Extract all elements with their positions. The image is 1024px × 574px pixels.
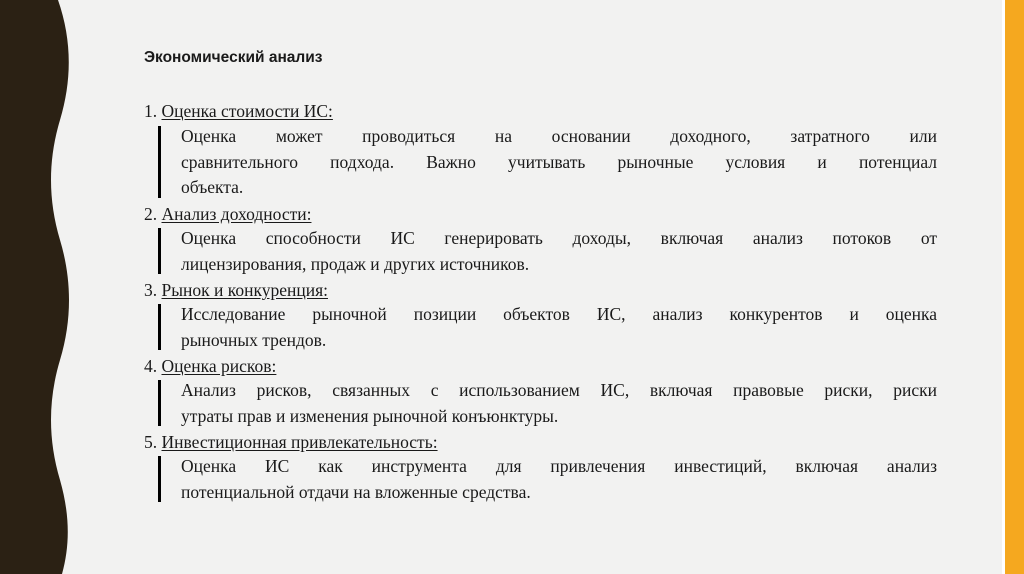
item-description-2 [181, 226, 937, 277]
item-heading-2 [144, 203, 311, 225]
item-heading-label: Рынок и конкуренция: [161, 280, 328, 300]
item-description-5 [181, 454, 937, 505]
item-number: 3. [144, 280, 158, 300]
description-line: Оценка ИС как инструмента для привлечения инвестиций, включая анализ [181, 456, 937, 476]
decorative-wavy-band [0, 0, 80, 574]
description-line: Оценка может проводиться на основании доходного, затратного или [181, 126, 937, 146]
item-heading-label: Анализ доходности: [161, 204, 312, 224]
wavy-band-shape [0, 0, 69, 574]
item-indent-bar [158, 304, 161, 350]
item-heading-label: Оценка рисков: [161, 356, 277, 376]
item-heading-label: Инвестиционная привлекательность: [161, 432, 438, 452]
item-number: 4. [144, 356, 158, 376]
description-line: лицензирования, продаж и других источников. [181, 253, 530, 274]
description-line: утраты прав и изменения рыночной конъюнктуры. [181, 405, 559, 426]
description-line: сравнительного подхода. Важно учитывать рыночные условия и потенциал [181, 151, 937, 172]
description-line: объекта. [181, 177, 244, 197]
item-heading-1 [144, 100, 333, 122]
item-number: 2. [144, 204, 158, 224]
item-indent-bar [158, 380, 161, 426]
item-indent-bar [158, 228, 161, 274]
accent-bar [1005, 0, 1024, 574]
item-description-3 [181, 302, 937, 353]
slide-title: Экономический анализ [144, 49, 323, 66]
item-heading-3 [144, 279, 328, 301]
item-number: 5. [144, 432, 158, 452]
item-heading-4 [144, 355, 276, 377]
item-indent-bar [158, 456, 161, 502]
description-line: Оценка способности ИС генерировать доходы, включая анализ потоков от [181, 228, 937, 248]
item-description-1 [181, 124, 937, 201]
item-heading-label: Оценка стоимости ИС: [161, 101, 333, 121]
item-description-4 [181, 378, 937, 429]
description-line: Анализ рисков, связанных с использованием ИС, включая правовые риски, риски [181, 380, 937, 400]
item-indent-bar [158, 126, 161, 198]
item-number: 1. [144, 101, 158, 121]
description-line: Исследование рыночной позиции объектов ИС, анализ конкурентов и оценка [181, 304, 937, 324]
item-heading-5 [144, 431, 438, 453]
description-line: рыночных трендов. [181, 329, 327, 350]
description-line: потенциальной отдачи на вложенные средства. [181, 481, 531, 502]
